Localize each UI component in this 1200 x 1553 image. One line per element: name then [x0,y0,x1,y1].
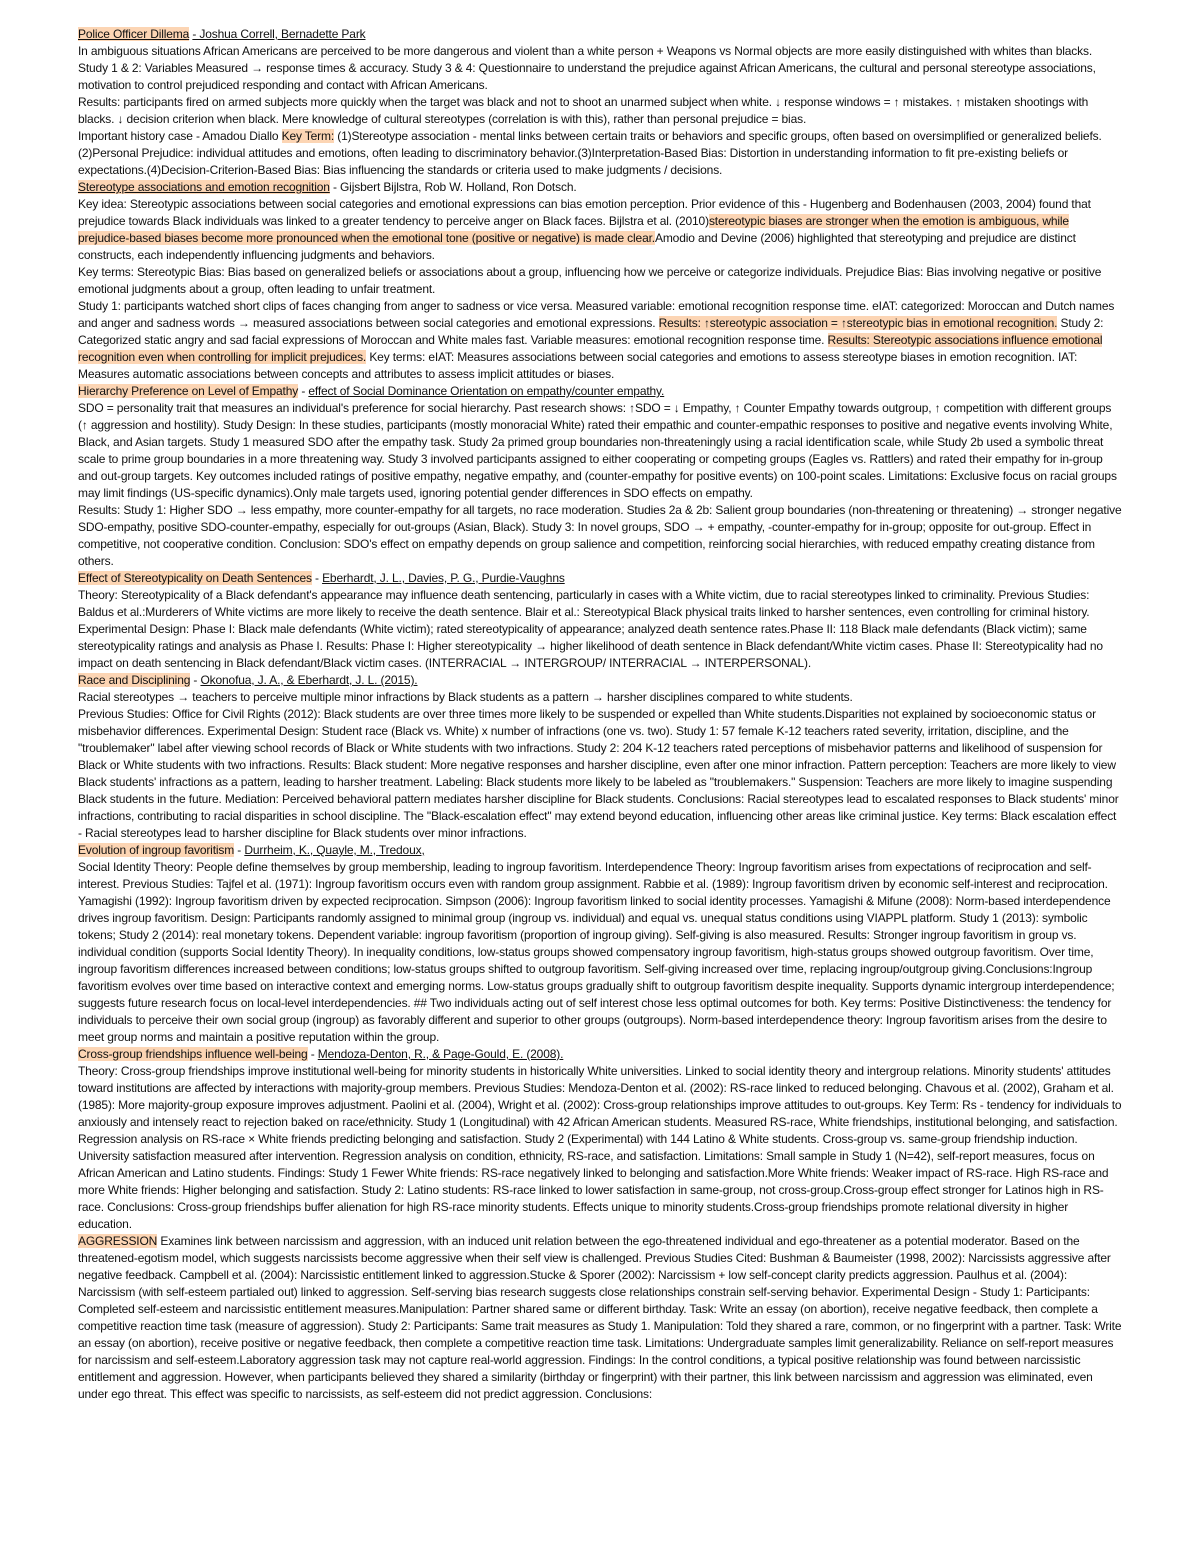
text-run: Study 1: participants watched short clips of faces changing from anger to sadness or vice versa. Measured variable: emotional recognition response time. eIAT: categorized: Moroccan and Dutch names and anger and sadness words → measured associations between social categories and emotional expressions. [78,299,1115,330]
paragraph: Key terms: Stereotypic Bias: Bias based on generalized beliefs or associations about a group, influencing how we perceive or categorize individuals. Prejudice Bias: Bias involving negative or positive emotional judgments about a group, often leading to unfair treatment. [78,265,1102,296]
section-title: Hierarchy Preference on Level of Empathy [78,384,299,398]
section-aggression [78,1233,1122,1403]
history-case-label: Important history case [78,129,193,143]
key-term-label: Key Term: [281,129,335,143]
section-dash: - [234,843,245,857]
paragraph-text: Examines link between narcissism and aggression, with an induced unit relation between the ego-threatened individual and ego-threatener as a potential moderator. Based on the threatened-egotism model, which suggests narcissists become aggressive when their self view is challenged. Previous Studies Cited: Bushman & Baumeister (1998, 2002): Narcissists aggressive after negative feedback. Campbell et al. (2004): Narcissistic entitlement linked to aggression.Stucke & Sporer (2002): Narcissism + low self-concept clarity predicts aggression. Paulhus et al. (2004): Narcissism (with self-esteem partialed out) linked to aggression. Self-serving bias research suggests close relationships constrain self-serving behavior. Experimental Design - Study 1: Participants: Completed self-esteem and narcissistic entitlement measures.Manipulation: Partner shared same or different birthday. Task: Write an essay (on abortion), receive negative feedback, then complete a competitive reaction time task (measure of aggression). Study 2: Participants: Same trait measures as Study 1. Manipulation: Told they shared a rare, common, or no fingerprint with a partner. Task: Write an essay (on abortion), receive positive or negative feedback, then complete a competitive reaction time task. Limitations: Undergraduate samples limit generalizability. Reliance on self-report measures for narcissism and self-esteem.Laboratory aggression task may not capture real-world aggression. Findings: In the control conditions, a typical positive relationship was found between narcissistic entitlement and aggression. However, when participants believed they shared a similarity (birthday or fingerprint) with their partner, this link between narcissism and aggression was eliminated, even under ego threat. This effect was specific to narcissists, as self-esteem did not predict aggression. Conclusions: [78,1234,1122,1401]
paragraph: Social Identity Theory: People define themselves by group membership, leading to ingroup favoritism. Interdependence Theory: Ingroup favoritism arises from expectations of reciprocation and self-interest. Previous Studies: Tajfel et al. (1971): Ingroup favoritism occurs even with random group assignment. Rabbie et al. (1989): Ingroup favoritism driven by economic self-interest and reciprocation. Yamagishi (1992): Ingroup favoritism driven by expected reciprocation. Simpson (2006): Ingroup favoritism linked to social identity processes. Yamagishi & Mifune (2008): Norm-based interdependence drives ingroup favoritism. Design: Participants randomly assigned to minimal group (ingroup vs. individual) and equal vs. unequal status conditions using VIAPPL platform. Study 1 (2013): symbolic tokens; Study 2 (2014): real monetary tokens. Dependent variable: ingroup favoritism (proportion of ingroup giving). Self-giving is also measured. Results: Stronger ingroup favoritism in group vs. individual condition (supports Social Identity Theory). In inequality conditions, low-status groups showed compensatory ingroup favoritism, high-status groups showed outgroup favoritism. Over time, ingroup favoritism differences increased between conditions; low-status groups shifted to outgroup favoritism. Self-giving increased over time, replacing ingroup/outgroup giving.Conclusions:Ingroup favoritism evolves over time based on interactive context and emerging norms. Low-status groups gradually shift to outgroup favoritism despite inequality. Supports dynamic intergroup interdependence; suggests future research focus on local-level interdependencies. ## Two individuals acting out of self interest chose less optimal outcomes for both. Key terms: Positive Distinctiveness: the tendency for individuals to perceive their own social group (ingroup) as favorably different and superior to other groups (outgroups). Norm-based interdependence theory: Ingroup favoritism arises from the desire to meet group norms and maintain a positive reputation within the group. [78,860,1115,1044]
section-ingroup-favoritism [78,842,1122,859]
section-authors: Eberhardt, J. L., Davies, P. G., Purdie-Vaughns [322,571,565,585]
document-page [78,26,1122,1403]
paragraph: Racial stereotypes → teachers to perceive multiple minor infractions by Black students as a pattern → harsher disciplines compared to white students. [78,690,853,704]
section-dash: - [311,571,323,585]
highlighted-text: Results: Stereotypic associations influence emotional recognition even when controlling for implicit prejudices. [78,333,1103,364]
section-title: Evolution of ingroup favoritism [78,843,235,857]
paragraph: Results: Study 1: Higher SDO → less empathy, more counter-empathy for all targets, no race moderation. Studies 2a & 2b: Salient group boundaries (non-threatening or threatening) → stronger negative SDO-empathy, positive SDO-counter-empathy, especially for out-groups (Asian, Black). Study 3: In novel groups, SDO → + empathy, -counter-empathy for in-group; opposite for out-group. Effect in competitive, not cooperative condition. Conclusion: SDO's effect on empathy depends on group salience and competition, reinforcing social hierarchies, with reduced empathy creating distance from others. [78,503,1122,568]
highlighted-text: Results: ↑stereotypic association = ↑stereotypic bias in emotional recognition. [658,316,1058,330]
section-authors: Okonofua, J. A., & Eberhardt, J. L. (2015). [200,673,418,687]
section-title: Stereotype associations and emotion recognition [78,180,330,194]
section-title: Race and Disciplining [78,673,191,687]
paragraph: SDO = personality trait that measures an individual's preference for social hierarchy. Past research shows: ↑SDO = ↓ Empathy, ↑ Counter Empathy towards outgroup, ↑ competition with different groups (↑ aggression and hostility). Study Design: In these studies, participants (mostly monoracial White) rated their empathic and counter-empathic responses to positive and negative events involving White, Black, and Asian targets. Study 1 measured SDO after the empathy task. Study 2a primed group boundaries non-threateningly using a racial identification scale, while Study 2b used a symbolic threat scale to prime group boundaries in a more threatening way. Study 3 involved participants assigned to either cooperating or competing groups (Eagles vs. Rattlers) and rated their empathy for in-group and out-group targets. Key outcomes included ratings of positive empathy, negative empathy, and (counter-empathy for positive events) on 100-point scales. Limitations: Exclusive focus on racial groups may limit findings (US-specific dynamics).Only male targets used, ignoring potential gender differences in SDO effects on empathy. [78,401,1117,500]
paragraph [78,298,1122,383]
paragraph: Previous Studies: Office for Civil Rights (2012): Black students are over three times more likely to be suspended or expelled than White students.Disparities not explained by socioeconomic status or misbehavior differences. Experimental Design: Student race (Black vs. White) x number of infractions (one vs. two). Study 1: 57 female K-12 teachers rated severity, irritation, discipline, and the "troublemaker" label after viewing school records of Black or White students with two infractions. Study 2: 204 K-12 teachers rated perceptions of misbehavior patterns and likelihood of suspension for Black or White students with two infractions. Results: Black student: More negative responses and harsher discipline, even after one minor infraction. Pattern perception: Teachers are more likely to view Black students' infractions as a pattern, leading to harsher treatment. Labeling: Black students more likely to be labeled as "troublemakers." Suspension: Teachers are more likely to imagine suspending Black students in the future. Mediation: Perceived behavioral pattern mediates harsher discipline for Black students. Conclusions: Racial stereotypes lead to escalated responses to Black students' minor infractions, contributing to racial disparities in school discipline. The "Black-escalation effect" may extend beyond education, influencing other areas like criminal justice. Key terms: Black escalation effect - Racial stereotypes lead to harsher discipline for Black students over minor infractions. [78,707,1119,840]
section-hierarchy-preference [78,383,1122,400]
text-run: Study 2: Categorized static angry and sad facial expressions of Moroccan and White males fast. Variable measures: emotional recognition response time. [78,316,1104,347]
history-case-name: - Amadou Diallo [195,129,279,143]
section-police-officer-dilemma [78,26,1122,43]
text-run: Key idea: Stereotypic associations between social categories and emotional expressions can bias emotion perception. Prior evidence of this - Hugenberg and Bodenhausen (2003, 2004) found that prejudice towards Black individuals was linked to a greater tendency to perceive anger on Black faces. Bijlstra et al. (2010) [78,197,1091,228]
section-title: Police Officer Dillema [78,27,190,41]
section-authors: - Gijsbert Bijlstra, Rob W. Holland, Ron Dotsch. [332,180,577,194]
section-authors: - Joshua Correll, Bernadette Park [192,27,366,41]
text-run: Amodio and Devine (2006) highlighted that stereotyping and prejudice are distinct constructs, each independently influencing judgments and behaviors. [78,231,1076,262]
paragraph: Results: participants fired on armed subjects more quickly when the target was black and not to shoot an unarmed subject when white. ↓ response windows = ↑ mistakes. ↑ mistaken shootings with blacks. ↓ decision criterion when black. Mere knowledge of cultural stereotypes (correlation is with this), rather than personal prejudice = bias. [78,95,1089,126]
section-dash: - [190,673,201,687]
paragraph-key-terms [78,128,1122,179]
section-race-and-disciplining [78,672,1122,689]
paragraph: Theory: Stereotypicality of a Black defendant's appearance may influence death sentencing, particularly in cases with a White victim, due to racial stereotypes linked to criminality. Previous Studies: Baldus et al.:Murderers of White victims are more likely to receive the death sentence. Blair et al.: Stereotypical Black physical traits linked to harsher sentences, even controlling for criminal history. Experimental Design: Phase I: Black male defendants (White victim); rated stereotypicality of appearance; analyzed death sentence rates.Phase II: 118 Black male defendants (Black victim); same stereotypicality ratings and analysis as Phase I. Results: Phase I: Higher stereotypicality → higher likelihood of death sentence in Black defendant/White victim cases. Phase II: Stereotypicality had no impact on death sentencing in Black defendant/Black victim cases. (INTERRACIAL → INTERGROUP/ INTERRACIAL → INTERPERSONAL). [78,588,1103,670]
section-dash: - [307,1047,318,1061]
section-authors: Mendoza-Denton, R., & Page-Gould, E. (2008). [317,1047,564,1061]
section-dash: - [301,384,309,398]
section-title: Cross-group friendships influence well-being [78,1047,308,1061]
paragraph [78,196,1122,264]
section-stereotypicality-death-sentences [78,570,1122,587]
highlighted-text: stereotypic biases are stronger when the emotion is ambiguous, while prejudice-based biases become more pronounced when the emotional tone (positive or negative) is made clear. [78,214,1069,245]
paragraph: In ambiguous situations African Americans are perceived to be more dangerous and violent than a white person + Weapons vs Normal objects are more easily distinguished with whites than blacks. Study 1 & 2: Variables Measured → response times & accuracy. Study 3 & 4: Questionnaire to understand the prejudice against African Americans, the cultural and personal stereotype associations, motivation to control prejudiced responding and contact with African Americans. [78,44,1096,92]
section-title: AGGRESSION [78,1234,158,1248]
key-term-text: (1)Stereotype association - mental links between certain traits or behaviors and specific groups, often based on oversimplified or generalized beliefs.(2)Personal Prejudice: individual attitudes and emotions, often leading to discriminatory behavior.(3)Interpretation-Based Bias: Distortion in understanding information to fit pre-existing beliefs or expectations.(4)Decision-Criterion-Based Bias: Bias influencing the standards or criteria used to make judgments / decisions. [78,129,1102,177]
paragraph: Theory: Cross-group friendships improve institutional well-being for minority students in historically White universities. Linked to social identity theory and intergroup relations. Minority students' attitudes toward institutions are affected by interactions with majority-group members. Previous Studies: Mendoza-Denton et al. (2002): RS-race linked to reduced belonging. Chavous et al. (2002), Graham et al. (1985): More majority-group exposure improves adjustment. Paolini et al. (2004), Wright et al. (2002): Cross-group relationships improve attitudes to out-groups. Key Term: Rs - tendency for individuals to anxiously and intensely react to rejection baked on race/ethnicity. Study 1 (Longitudinal) with 42 African American students. Measured RS-race, White friendships, institutional belonging, and satisfaction. Regression analysis on RS-race × White friends predicting belonging and satisfaction. Study 2 (Experimental) with 144 Latino & White students. Cross-group vs. same-group friendship induction. University satisfaction measured after intervention. Regression analysis on condition, ethnicity, RS-race, and satisfaction. Limitations: Small sample in Study 1 (N=42), self-report measures, focus on African American and Latino students. Findings: Study 1 Fewer White friends: RS-race negatively linked to belonging and satisfaction.More White friends: Weaker impact of RS-race. High RS-race and more White friends: Higher belonging and satisfaction. Study 2: Latino students: RS-race linked to lower satisfaction in same-group, not cross-group.Cross-group effect stronger for Latinos high in RS-race. Conclusions: Cross-group friendships buffer alienation for high RS-race minority students. Effects unique to minority students.Cross-group friendships promote relational diversity in higher education. [78,1064,1122,1231]
text-run: Key terms: eIAT: Measures associations between social categories and emotions to assess stereotype biases in emotion recognition. IAT: Measures automatic associations between concepts and attributes to assess implicit attitudes or biases. [78,350,1078,381]
section-title: Effect of Stereotypicality on Death Sentences [78,571,312,585]
section-stereotype-associations [78,179,1122,196]
section-subtitle: effect of Social Dominance Orientation on empathy/counter empathy. [308,384,665,398]
section-authors: Durrheim, K., Quayle, M., Tredoux, [244,843,425,857]
section-cross-group-friendships [78,1046,1122,1063]
